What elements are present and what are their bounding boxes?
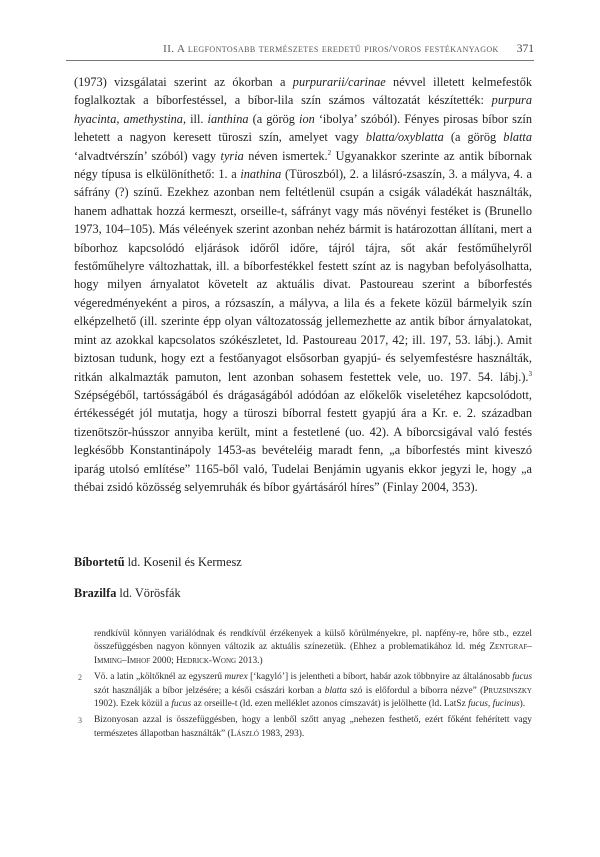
footnotes bbox=[74, 628, 532, 744]
footnote-3 bbox=[74, 714, 532, 741]
paragraph-text: (1973) vizsgálatai szerint az ókorban a purpurarii/carinae névvel illetett kelmefestők foglalkoztak a bíborfestéssel, a bíbor-lila szín számos változatát készítették: purpura hyacinta, amethystina, ill. ianthina (a görög ion ‘ibolya’ szóból). Fényes pirosas bíbor szín lehetett a nagyon keresett türoszi szín, amelyet vagy blatta/oxyblatta (a görög blatta ‘alvadtvérszín’ szóból) vagy tyria néven ismertek.$^2$ Ugyanakkor szerinte az antik bíbornak négy típusa is elkülöníthető: 1. a inathina (Türoszból), 2. a lilásró-zsaszín, 3. a mályva, 4. a sáfrány (?) színű. Ezekhez azonban nem feltétlenül csupán a csigák váladékát használták, hanem adhattak hozzá kermeszt, orseille-t, sáfrányt vagy más növényi festéket is (Brunello 1973, 104–105). Más véleények szerint azonban nehéz bármit is határozottan állítani, mert a bíborhoz kapcsolódó eljárások időről időre, tájról tájra, sőt akár festőműhelyről festőműhelyre változhattak, ill. a bíborfestékkel festett színt az is nagyban befolyásolhatta, hogy milyen árnyalatot követelt az aktuális divat. Pastoureau szerint a bíborfestés végeredményeként a piros, a rózsaszín, a mályva, a lila és a fekete közül bármelyik szín elképzelhető (ill. szerinte épp olyan változatosság jellemezhette az antik bíbor árnyalatokat, mint az azokkal kapcsolatos szókészletet, ld. Pastoureau 2017, 42; ill. 197, 53. lábj.). Amit biztosan tudunk, hogy ezt a festőanyagot elsősorban gyapjú- és selyemfestésre használták, ritkán alkalmazták pamuton, lent azonban sohasem festettek vele, uo. 197. 54. lábj.).$^3$ Szépségéből, tartósságából és drágaságából adódóan az előkelők viseletéhez kapcsolódott, értékességét jól mutatja, hogy a türoszi bíborral festett gyapjú ára a Kr. e. 2. században tizenötször-hússzor annyiba került, mint a festetlené (uo. 42). A bíborcsigával való festés legkésőbb Konstantinápoly 1453-as bevételéig maradt fenn, „a bíborfestés mint kiveszó iparág utolsó említése” 1165-ből való, Tudelai Benjámin ugyanis ekkor jegyzi le, hogy „a thébai zsidó közösség selyemruhák és bíbor gyártásáról híres” (Finlay 2004, 353). bbox=[74, 75, 532, 494]
entry-text: ld. Kosenil és Kermesz bbox=[124, 555, 242, 569]
footnote-number: 2 bbox=[78, 673, 82, 683]
entry-text: ld. Vörösfák bbox=[116, 586, 181, 600]
footnote-2 bbox=[74, 671, 532, 711]
page-number: 371 bbox=[516, 43, 534, 55]
footnote-text: Vö. a latin „költőknél az egyszerű murex [‘kagyló’] is jelentheti a bíbort, habár azok többnyire az általánosabb fucus szót használják a bíbor jelzésére; a késői császári korban a blatta szó is előfordul a bíborra nézve” (Pruzsinszky 1902). Ezek közül a fucus az orseille-t (ld. ezen melléklet azonos címszavát) is jelölhette (ld. LatSz fucus, fucinus). bbox=[94, 672, 532, 710]
running-head bbox=[66, 38, 534, 61]
dictionary-entry-brazilfa bbox=[74, 584, 532, 602]
footnote-continuation: rendkívül könnyen variálódnak és rendkívül érzékenyek a külső körülményekre, pl. napfény-re, hőre stb., ezzel összefüggésben nagyon könnyen változik az aktuális színezetük. (Ehhez a problematikához ld. még Zentgraf–Imming–Imhof 2000; Hedrick-Wong 2013.) bbox=[94, 629, 532, 666]
footnote-text: Bizonyosan azzal is összefüggésben, hogy a lenből szőtt anyag „nehezen festhető, ezért főként fehérített vagy természetes állapotban használták” (László 1983, 293). bbox=[94, 715, 532, 739]
footnote-number: 3 bbox=[78, 716, 82, 726]
dictionary-entry-biborteto bbox=[74, 553, 532, 571]
main-paragraph bbox=[74, 73, 532, 496]
entry-term: Bíbortetű bbox=[74, 555, 125, 569]
entry-term: Brazilfa bbox=[74, 586, 117, 600]
running-title: II. A legfontosabb természetes eredetű piros/voros festékanyagok bbox=[163, 43, 499, 55]
